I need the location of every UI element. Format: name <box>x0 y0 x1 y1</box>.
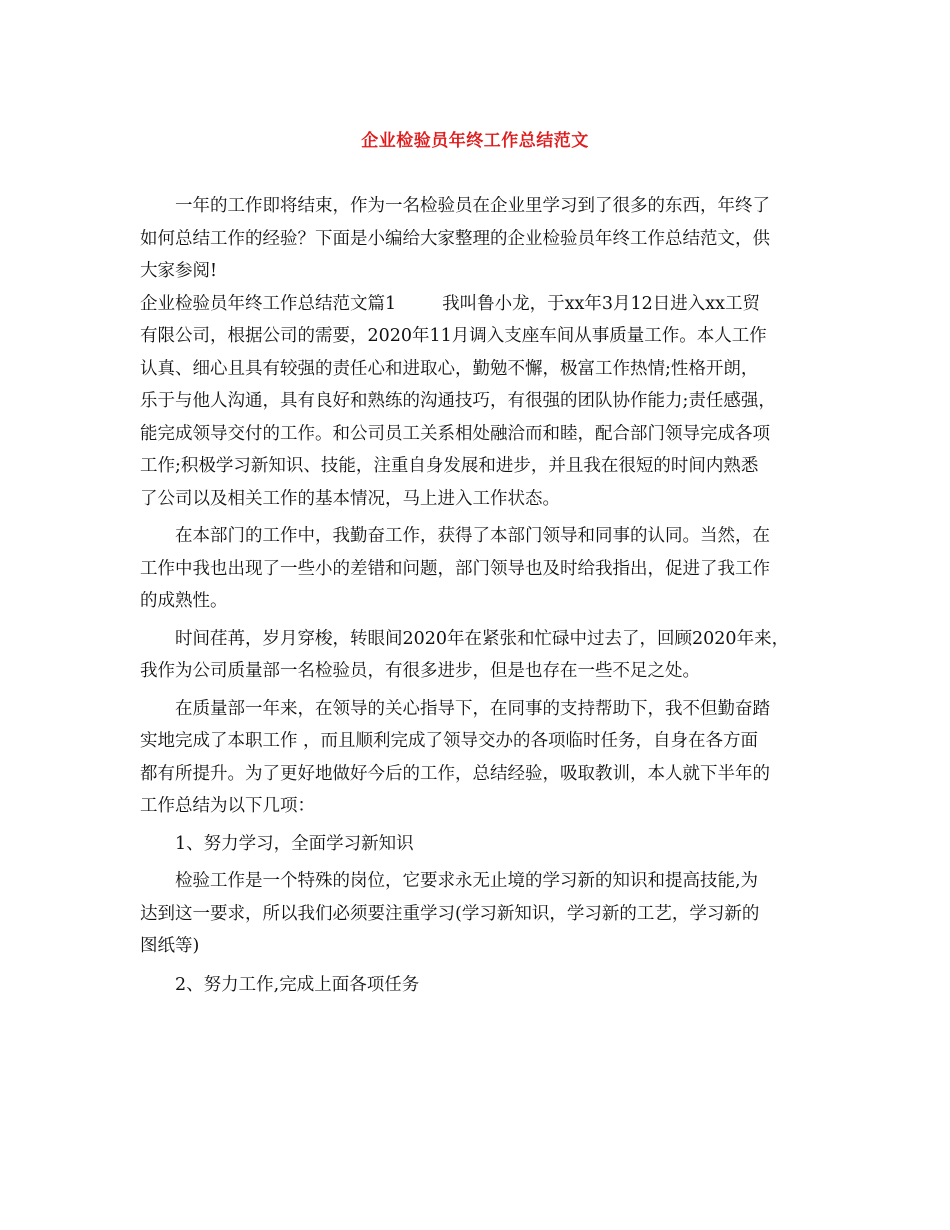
paragraph-learn <box>140 865 810 963</box>
document-body <box>140 190 810 1001</box>
text-line: 达到这一要求，所以我们必须要注重学习(学习新知识，学习新的工艺，学习新的 <box>140 903 760 924</box>
text-line: 工作中我也出现了一些小的差错和问题，部门领导也及时给我指出，促进了我工作 <box>140 558 770 579</box>
text-line: 都有所提升。为了更好地做好今后的工作，总结经验，吸取教训，本人就下半年的 <box>140 763 770 784</box>
paragraph-dept <box>140 520 810 618</box>
text-line: 大家参阅! <box>140 261 218 281</box>
text-line: 我作为公司质量部一名检验员，有很多进步，但是也存在一些不足之处。 <box>140 661 700 681</box>
paragraph-intro <box>140 190 810 288</box>
list-item <box>140 828 810 861</box>
text-line: 实地完成了本职工作 ，而且顺利完成了领导交办的各项临时任务，自身在各方面 <box>140 731 759 751</box>
text-line: 认真、细心且具有较强的责任心和进取心，勤勉不懈，极富工作热情;性格开朗， <box>140 358 759 379</box>
text-line <box>140 288 810 321</box>
text-line: 检验工作是一个特殊的岗位，它要求永无止境的学习新的知识和提高技能,为 <box>175 871 759 891</box>
text-line: 图纸等) <box>140 936 200 956</box>
text-line: 在本部门的工作中，我勤奋工作，获得了本部门领导和同事的认同。当然，在 <box>175 526 770 546</box>
text-run: 我叫鲁小龙，于xx年3月12日进入xx工贸 <box>442 293 761 314</box>
text-line: 的成熟性。 <box>140 591 228 611</box>
list-item <box>140 969 810 1002</box>
text-line: 2、努力工作,完成上面各项任务 <box>175 974 420 995</box>
section-heading: 企业检验员年终工作总结范文篇1 <box>140 293 397 314</box>
paragraph-quality <box>140 693 810 823</box>
text-line: 时间荏苒，岁月穿梭，转眼间2020年在紧张和忙碌中过去了，回顾2020年来， <box>175 628 790 649</box>
text-line: 了公司以及相关工作的基本情况，马上进入工作状态。 <box>140 488 560 509</box>
paragraph-piece1 <box>140 288 810 516</box>
text-line: 如何总结工作的经验？下面是小编给大家整理的企业检验员年终工作总结范文，供 <box>140 228 770 249</box>
text-line: 1、努力学习，全面学习新知识 <box>175 833 414 854</box>
text-line: 在质量部一年来，在领导的关心指导下，在同事的支持帮助下，我不但勤奋踏 <box>175 698 770 719</box>
text-line: 工作总结为以下几项： <box>140 796 315 816</box>
document-title: 企业检验员年终工作总结范文 <box>361 131 589 151</box>
text-line: 能完成领导交付的工作。和公司员工关系相处融洽而和睦，配合部门领导完成各项 <box>140 423 770 444</box>
text-line: 乐于与他人沟通，具有良好和熟练的沟通技巧，有很强的团队协作能力;责任感强， <box>140 391 776 411</box>
text-line: 工作;积极学习新知识、技能，注重自身发展和进步，并且我在很短的时间内熟悉 <box>140 456 759 476</box>
paragraph-time <box>140 623 810 688</box>
text-line: 一年的工作即将结束，作为一名检验员在企业里学习到了很多的东西，年终了 <box>175 196 770 216</box>
text-line: 有限公司，根据公司的需要，2020年11月调入支座车间从事质量工作。本人工作 <box>140 326 767 346</box>
